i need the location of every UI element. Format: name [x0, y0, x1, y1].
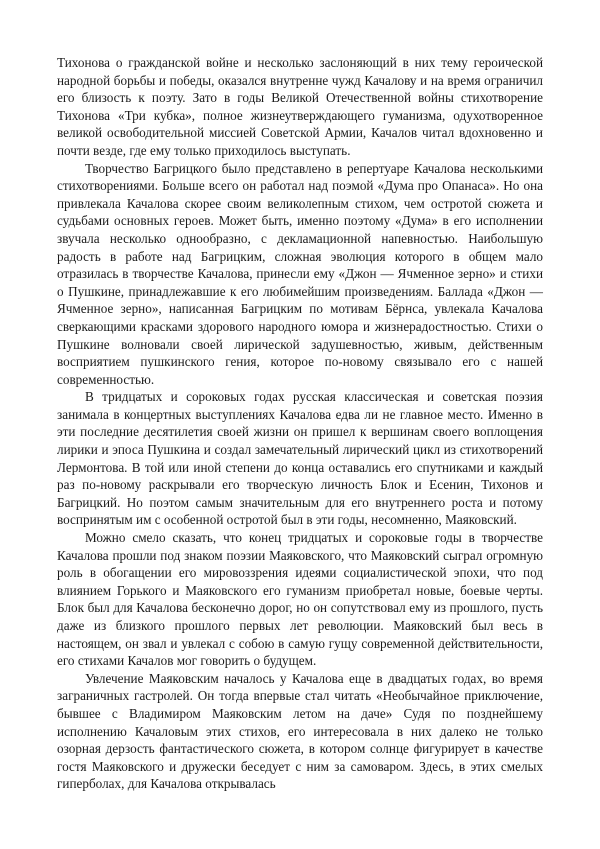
document-page	[57, 54, 543, 793]
paragraph-3: В тридцатых и сороковых годах русская классическая и советская поэзия занимала в концертных выступлениях Качалова едва ли не главное место. Именно в эти последние десятилетия своей жизни он пришел к вершинам своего воплощения лирики и эпоса Пушкина и создал замечательный лирический цикл из стихотворений Лермонтова. В той или иной степени до конца оставались его спутниками и каждый раз по-новому раскрывали его творческую личность Блок и Есенин, Тихонов и Багрицкий. Но поэтом самым значительным для его внутреннего роста и потому воспринятым им с особенной остротой был в эти годы, несомненно, Маяковский.	[57, 389, 543, 528]
paragraph-5: Увлечение Маяковским началось у Качалова еще в двадцатых годах, во время заграничных гастролей. Он тогда впервые стал читать «Необычайное приключение, бывшее с Владимиром Маяковским летом на даче» Судя по позднейшему исполнению Качаловым этих стихов, его интересовала в них далеко не только озорная дерзость фантастического сюжета, в котором солнце фигурирует в качестве гостя Маяковского и дружески беседует с ним за самоваром. Здесь, в этих смелых гиперболах, для Качалова открывалась	[57, 670, 543, 792]
paragraph-2: Творчество Багрицкого было представлено в репертуаре Качалова несколькими стихотворениями. Больше всего он работал над поэмой «Дума про Опанаса». Но она привлекала Качалова скорее своим великолепным стихом, чем остротой сюжета и судьбами основных героев. Может быть, именно поэтому «Дума» в его исполнении звучала несколько однообразно, с декламационной напевностью. Наибольшую радость в работе над Багрицким, сложная эволюция которого в общем мало отразилась в творчестве Качалова, принесли ему «Джон — Ячменное зерно» и стихи о Пушкине, принадлежавшие к его любимейшим произведениям. Баллада «Джон — Ячменное зерно», написанная Багрицким по мотивам Бёрнса, увлекала Качалова сверкающими красками здорового народного юмора и жизнерадостностью. Стихи о Пушкине волновали своей лирической задушевностью, живым, действенным восприятием пушкинского гения, которое по-новому связывало его с нашей современностью.	[57, 160, 543, 387]
paragraph-4: Можно смело сказать, что конец тридцатых и сороковые годы в творчестве Качалова прошли под знаком поэзии Маяковского, что Маяковский сыграл огромную роль в обогащении его мировоззрения идеями социалистической эпохи, что под влиянием Горького и Маяковского его гуманизм приобретал новые, боевые черты. Блок был для Качалова бесконечно дорог, но он сопутствовал ему из прошлого, пусть даже из близкого прошлого первых лет революции. Маяковский был весь в настоящем, он звал и увлекал с собою в самую гущу современной действительности, его стихами Качалов мог говорить о будущем.	[57, 530, 543, 669]
paragraph-1: Тихонова о гражданской войне и несколько заслоняющий в них тему героической народной борьбы и победы, оказался внутренне чужд Качалову и на время ограничил его близость к поэту. Зато в годы Великой Отечественной войны стихотворение Тихонова «Три кубка», полное жизнеутверждающего гуманизма, одухотворенное великой освободительной миссией Советской Армии, Качалов читал вдохновенно и почти везде, где ему только приходилось выступать.	[57, 55, 543, 158]
